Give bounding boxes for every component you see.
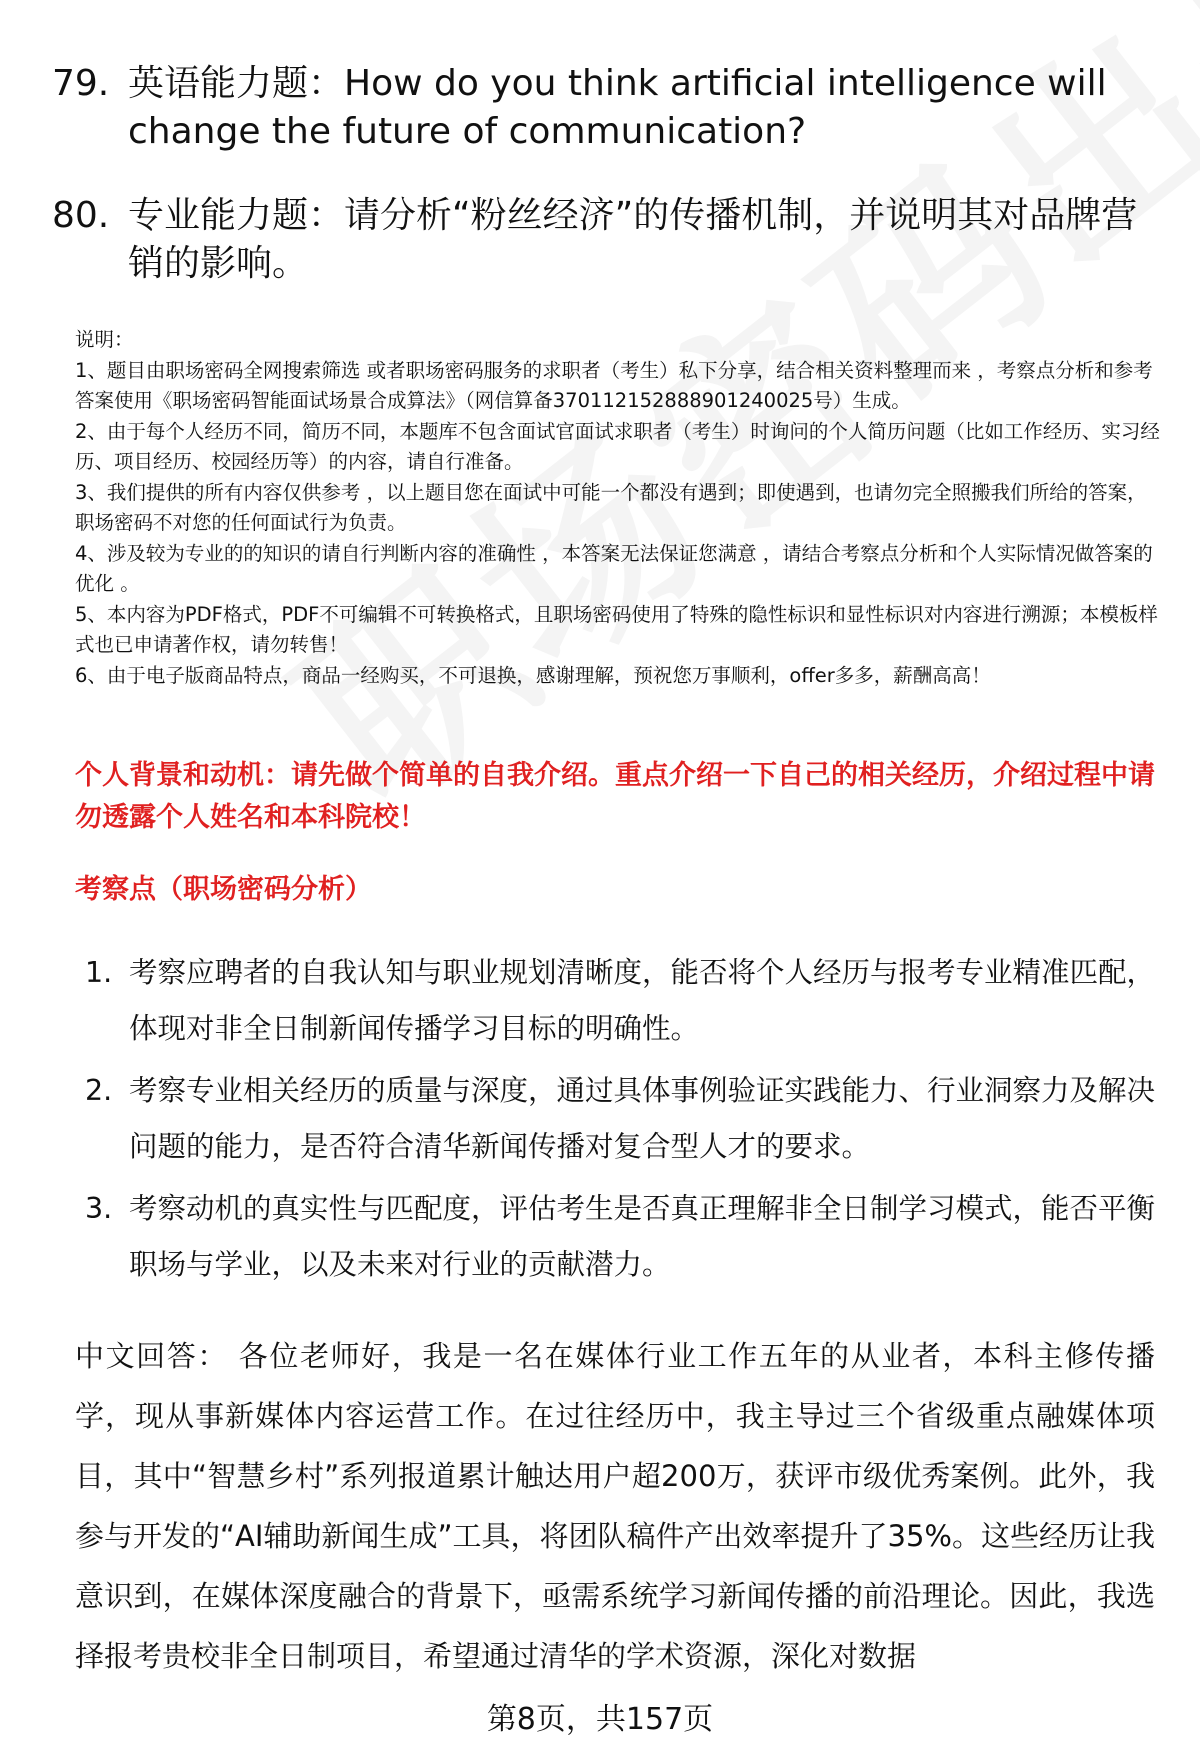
- question-79: [52, 60, 1152, 156]
- point-number: 1.: [85, 956, 113, 989]
- notes-heading: 说明：: [75, 328, 134, 351]
- point-text: 考察应聘者的自我认知与职业规划清晰度，能否将个人经历与报考专业精准匹配，体现对非全日制新闻传播学习目标的明确性。: [129, 956, 1156, 1045]
- answer-text: 中文回答： 各位老师好，我是一名在媒体行业工作五年的从业者，本科主修传播学，现从事新媒体内容运营工作。在过往经历中，我主导过三个省级重点融媒体项目，其中“智慧乡村”系列报道累计触达用户超200万，获评市级优秀案例。此外，我参与开发的“AI辅助新闻生成”工具，将团队稿件产出效率提升了35%。这些经历让我意识到，在媒体深度融合的背景下，亟需系统学习新闻传播的前沿理论。因此，我选择报考贵校非全日制项目，希望通过清华的学术资源，深化对数据: [75, 1339, 1155, 1673]
- analysis-point: [75, 1063, 1165, 1175]
- analysis-point: [75, 1181, 1165, 1293]
- note-item: 1、题目由职场密码全网搜索筛选 或者职场密码服务的求职者（考生）私下分享，结合相关资料整理而来 ，考察点分析和参考答案使用《职场密码智能面试场景合成算法》（网信算备370112152888901240025号）生成。: [75, 358, 1153, 412]
- question-number: 80.: [52, 195, 110, 236]
- analysis-points: [75, 945, 1165, 1299]
- point-number: 2.: [85, 1074, 113, 1107]
- note-item: 6、由于电子版商品特点，商品一经购买，不可退换，感谢理解，预祝您万事顺利，offer多多，薪酬高高！: [75, 663, 991, 687]
- question-text: 英语能力题：How do you think artificial intelligence will change the future of communication?: [128, 63, 1107, 152]
- analysis-point: [75, 945, 1165, 1057]
- main-question: 个人背景和动机：请先做个简单的自我介绍。重点介绍一下自己的相关经历，介绍过程中请勿透露个人姓名和本科院校！: [75, 760, 1155, 833]
- point-number: 3.: [85, 1192, 113, 1225]
- note-item: 5、本内容为PDF格式，PDF不可编辑不可转换格式，且职场密码使用了特殊的隐性标识和显性标识对内容进行溯源；本模板样式也已申请著作权，请勿转售！: [75, 602, 1158, 656]
- point-text: 考察动机的真实性与匹配度，评估考生是否真正理解非全日制学习模式，能否平衡职场与学业，以及未来对行业的贡献潜力。: [129, 1192, 1156, 1281]
- note-item: 2、由于每个人经历不同，简历不同，本题库不包含面试官面试求职者（考生）时询问的个人简历问题（比如工作经历、实习经历、项目经历、校园经历等）的内容，请自行准备。: [75, 419, 1160, 473]
- question-text: 专业能力题：请分析“粉丝经济”的传播机制，并说明其对品牌营销的影响。: [128, 195, 1138, 284]
- note-item: 3、我们提供的所有内容仅供参考 ，以上题目您在面试中可能一个都没有遇到；即使遇到，也请勿完全照搬我们所给的答案，职场密码不对您的任何面试行为负责。: [75, 480, 1147, 534]
- question-number: 79.: [52, 63, 110, 104]
- page-number: 第8页，共157页: [486, 1702, 714, 1737]
- analysis-heading: 考察点（职场密码分析）: [75, 874, 372, 905]
- disclaimer-notes: [75, 325, 1160, 691]
- question-80: [52, 192, 1152, 288]
- point-text: 考察专业相关经历的质量与深度，通过具体事例验证实践能力、行业洞察力及解决问题的能力，是否符合清华新闻传播对复合型人才的要求。: [129, 1074, 1156, 1163]
- note-item: 4、涉及较为专业的的知识的请自行判断内容的准确性 ，本答案无法保证您满意 ，请结合考察点分析和个人实际情况做答案的优化 。: [75, 541, 1153, 595]
